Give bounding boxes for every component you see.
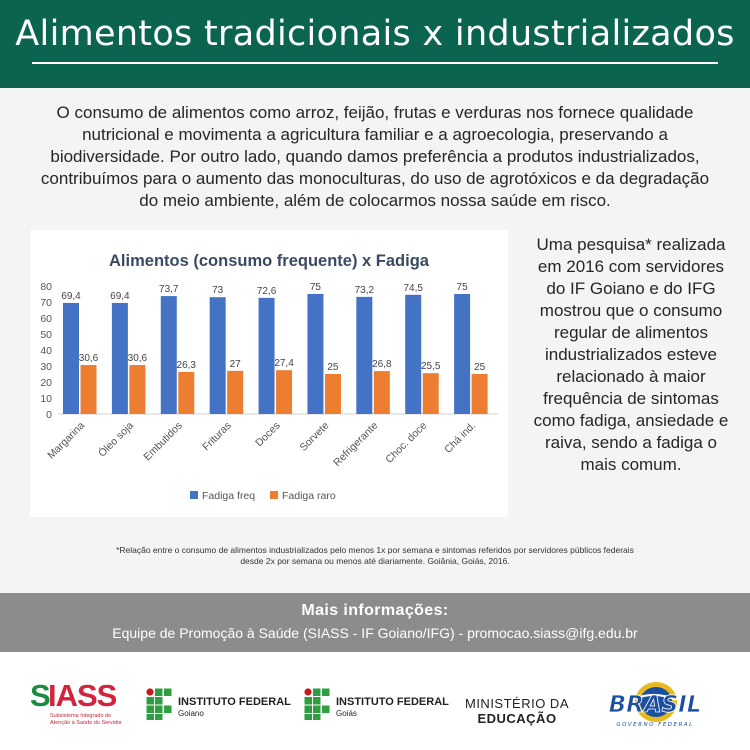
- contact-line: Equipe de Promoção à Saúde (SIASS - IF Goiano/IFG) - promocao.siass@ifg.edu.br: [112, 625, 638, 641]
- bar-fadiga-freq: [112, 303, 128, 414]
- header-banner: [0, 0, 750, 88]
- x-tick-label: Chá ind.: [442, 419, 479, 456]
- bar-data-label: 25,5: [420, 361, 441, 373]
- siass-logo-s: S: [30, 678, 51, 713]
- legend-label: Fadiga raro: [282, 490, 336, 502]
- bar-data-label: 69,4: [61, 290, 81, 302]
- research-summary: Uma pesquisa* realizada em 2016 com servidores do IF Goiano e do IFG mostrou que o consumo regular de alimentos industrializados esteve relacionado à maior frequência de sintomas como fadiga, ansiedade e raiva, sendo a fadiga o mais comum.: [533, 235, 729, 474]
- bar-data-label: 73: [212, 285, 224, 297]
- bar-data-label: 72,6: [256, 285, 277, 297]
- footnote-line-2: desde 2x por semana ou menos até diariamente. Goiânia, Goiás, 2016.: [240, 556, 510, 566]
- x-tick-label: Refrigerante: [331, 419, 381, 469]
- brasil-government-logo: [590, 678, 720, 730]
- bar-fadiga-raro: [81, 365, 97, 414]
- chart-title: Alimentos (consumo frequente) x Fadiga: [109, 252, 429, 270]
- chart: [30, 230, 508, 517]
- bar-fadiga-freq: [356, 297, 372, 414]
- bar-data-label: 26,8: [372, 359, 392, 371]
- legend-swatch: [270, 491, 278, 499]
- mec-logo: [462, 696, 572, 726]
- y-tick-label: 10: [40, 393, 52, 405]
- x-tick-label: Doces: [253, 419, 283, 450]
- legend-swatch: [190, 491, 198, 499]
- bar-data-label: 30,6: [78, 353, 99, 365]
- bar-data-label: 73,7: [159, 284, 179, 296]
- if-grid-icon: [146, 688, 172, 720]
- x-tick-label: Embutidos: [141, 419, 185, 464]
- y-tick-label: 70: [40, 297, 52, 309]
- bar-fadiga-raro: [374, 371, 390, 414]
- bar-fadiga-freq: [63, 303, 79, 414]
- bar-data-label: 30,6: [127, 353, 148, 365]
- logo-strip: [0, 652, 750, 750]
- footnote-line-1: *Relação entre o consumo de alimentos industrializados pelo menos 1x por semana e sintomas referidos por servidores públicos federais: [116, 545, 634, 555]
- bar-data-label: 74,5: [403, 282, 423, 294]
- bar-fadiga-freq: [405, 295, 421, 414]
- y-tick-label: 0: [46, 409, 52, 421]
- y-tick-label: 80: [40, 281, 52, 293]
- bar-data-label: 25: [327, 362, 339, 373]
- bar-fadiga-raro: [423, 373, 439, 414]
- y-tick-label: 20: [40, 377, 52, 389]
- info-bar: [0, 593, 750, 652]
- if-goias-campus: Goiás: [336, 709, 357, 718]
- x-tick-label: Margarina: [45, 419, 88, 462]
- footnote: [90, 545, 660, 567]
- x-tick-label: Choc. doce: [383, 419, 430, 466]
- x-tick-label: Sorvete: [297, 419, 332, 454]
- if-grid-icon: [304, 688, 330, 720]
- bar-fadiga-raro: [276, 370, 292, 414]
- y-tick-label: 50: [40, 329, 52, 341]
- bar-fadiga-freq: [259, 298, 275, 414]
- bar-data-label: 27: [229, 358, 241, 370]
- bar-data-label: 26,3: [176, 359, 197, 371]
- y-tick-label: 60: [40, 313, 52, 325]
- title-underline: [32, 62, 718, 64]
- intro-paragraph: O consumo de alimentos como arroz, feijão, frutas e verduras nos fornece qualidade nutricional e movimenta a agricultura familiar e a agroecologia, preservando a biodiversidade. Por outro lado, quando damos preferência a produtos industrializados, contribuímos para o aumento das monoculturas, do uso de agrotóxicos e da degradação do meio ambiente, além de colocarmos nossa saúde em risco.: [40, 103, 710, 210]
- if-goiano-name: INSTITUTO FEDERAL: [178, 696, 291, 708]
- y-tick-label: 30: [40, 361, 52, 373]
- if-goias-name: INSTITUTO FEDERAL: [336, 696, 449, 708]
- mec-line-2: EDUCAÇÃO: [477, 711, 557, 726]
- bar-fadiga-freq: [161, 296, 177, 414]
- bar-data-label: 75: [456, 282, 468, 293]
- bar-data-label: 75: [309, 282, 322, 293]
- bar-fadiga-raro: [178, 372, 194, 414]
- page-title: Alimentos tradicionais x industrializados: [15, 14, 735, 54]
- bar-fadiga-raro: [472, 374, 488, 414]
- brasil-word: BRASIL: [608, 692, 702, 718]
- y-tick-label: 40: [40, 345, 52, 357]
- bar-fadiga-freq: [210, 297, 226, 414]
- x-tick-label: Óleo soja: [96, 419, 137, 460]
- bar-data-label: 25: [474, 362, 486, 373]
- siass-logo-word: IASS: [48, 678, 117, 713]
- bar-data-label: 69,4: [110, 290, 130, 302]
- siass-logo-subtitle: Subsistema Integrado de Atenção à Saúde do Servidor: [50, 713, 122, 726]
- info-title: Mais informações:: [301, 602, 449, 619]
- bar-fadiga-raro: [227, 371, 243, 414]
- if-goiano-logo: [146, 688, 296, 728]
- brasil-subtitle: GOVERNO FEDERAL: [616, 722, 694, 728]
- if-goias-logo: [304, 688, 454, 728]
- x-tick-label: Frituras: [200, 419, 234, 454]
- bar-fadiga-raro: [325, 374, 341, 414]
- bar-fadiga-freq: [454, 294, 470, 414]
- mec-line-1: MINISTÉRIO DA: [464, 696, 569, 711]
- if-goiano-campus: Goiano: [178, 709, 204, 718]
- bar-chart-svg: [30, 230, 508, 517]
- siass-logo: [30, 678, 130, 728]
- bar-data-label: 27,4: [274, 358, 294, 370]
- legend-label: Fadiga freq: [202, 490, 256, 502]
- bar-data-label: 73,2: [354, 284, 375, 296]
- bar-fadiga-freq: [307, 294, 323, 414]
- bar-fadiga-raro: [129, 365, 145, 414]
